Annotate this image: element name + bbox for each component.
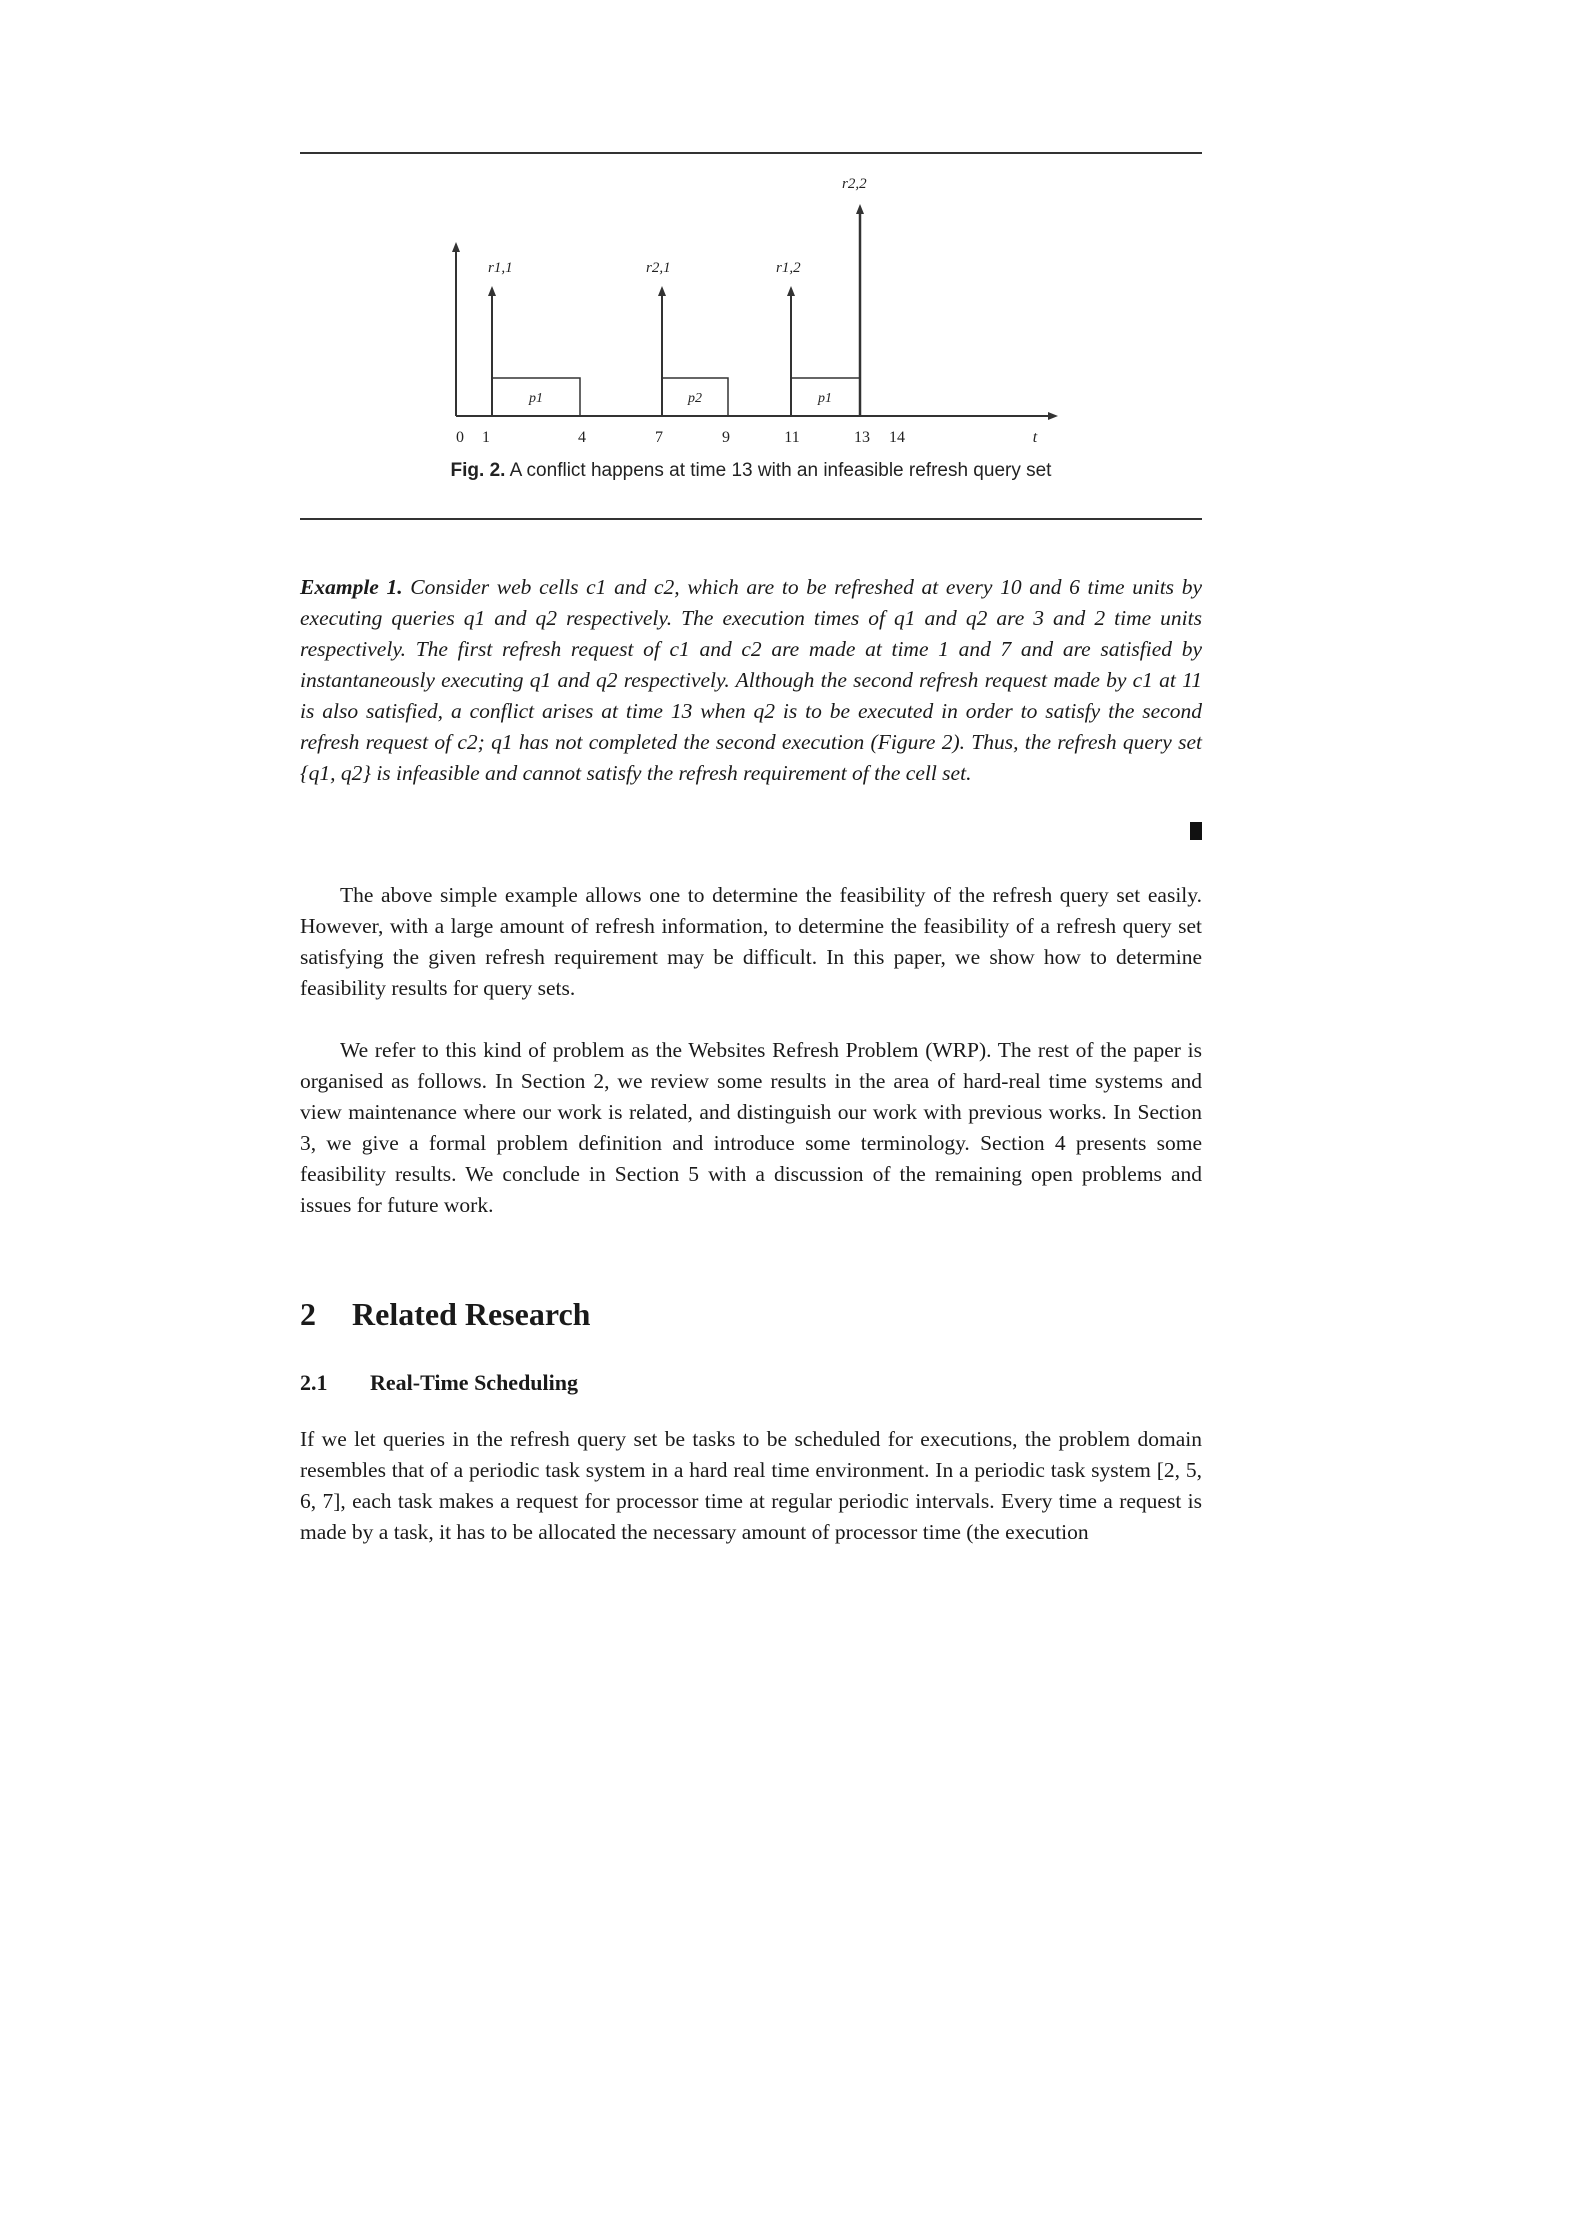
tick-label-9: 9 [722, 429, 730, 446]
tick-label-1: 1 [482, 429, 490, 446]
subsection-title: Real-Time Scheduling [370, 1370, 579, 1395]
figure-caption-text: A conflict happens at time 13 with an infeasible refresh query set [505, 460, 1052, 481]
tick-label-13: 13 [854, 429, 870, 446]
section-heading [300, 1296, 590, 1333]
section-title: Related Research [352, 1296, 591, 1332]
example-lead: Example 1. [300, 575, 403, 599]
request-arrowhead-r21 [658, 286, 666, 296]
tick-label-4: 4 [578, 429, 586, 446]
paragraph-2: We refer to this kind of problem as the Websites Refresh Problem (WRP). The rest of the paper is organised as follows. In Section 2, we review some results in the area of hard-real time systems and view maintenance where our work is related, and distinguish our work with previous works. In Section 3, we give a formal problem definition and introduce some terminology. Section 4 presents some feasibility results. We conclude in Section 5 with a discussion of the remaining open problems and issues for future work. [300, 1038, 1202, 1217]
marker-label-r11: r1,1 [488, 260, 513, 276]
marker-label-r22: r2,2 [842, 176, 867, 192]
top-rule [300, 152, 1202, 154]
vertical-axis-arrow [452, 242, 460, 252]
figure-caption [300, 460, 1202, 482]
box-label-p2: p2 [688, 391, 702, 406]
request-arrowhead-r11 [488, 286, 496, 296]
tick-label-7: 7 [655, 429, 663, 446]
tick-label-t: t [1032, 429, 1038, 446]
box-label-p1-first: p1 [529, 391, 543, 406]
example-text: Consider web cells c1 and c2, which are to be refreshed at every 10 and 6 time units by executing queries q1 and q2 respectively. The execution times of q1 and q2 are 3 and 2 time units respectively. The first refresh request of c1 and c2 are made at time 1 and 7 and are satisfied by instantaneously executing q1 and q2 respectively. Although the second refresh request made by c1 at 11 is also satisfied, a conflict arises at time 13 when q2 is to be executed in order to satisfy the second refresh request of c2; q1 has not completed the second execution (Figure 2). Thus, the refresh query set {q1, q2} is infeasible and cannot satisfy the refresh requirement of the cell set. [300, 575, 1202, 785]
subsection-heading [300, 1370, 578, 1396]
tick-label-0: 0 [456, 429, 464, 446]
tick-label-14: 14 [889, 429, 905, 446]
bottom-rule [300, 518, 1202, 520]
subsection-number: 2.1 [300, 1370, 328, 1395]
request-arrowhead-r12 [787, 286, 795, 296]
box-label-p1-second: p1 [818, 391, 832, 406]
marker-label-r12: r1,2 [776, 260, 801, 276]
marker-label-r21: r2,1 [646, 260, 671, 276]
request-arrowhead-r22 [856, 204, 864, 214]
figure-caption-prefix: Fig. 2. [450, 460, 506, 481]
qed-mark [1190, 822, 1202, 840]
subsection-paragraph: If we let queries in the refresh query set be tasks to be scheduled for executions, the problem domain resembles that of a periodic task system in a hard real time environment. In a periodic task system [2, 5, 6, 7], each task makes a request for processor time at regular periodic intervals. Every time a request is made by a task, it has to be allocated the necessary amount of processor time (the execution [300, 1427, 1202, 1544]
tick-label-11: 11 [784, 429, 800, 446]
time-axis-arrow [1048, 412, 1058, 420]
example-1 [300, 572, 1202, 789]
paragraph-1: The above simple example allows one to determine the feasibility of the refresh query set easily. However, with a large amount of refresh information, to determine the feasibility of a refresh query set satisfying the given refresh requirement may be difficult. In this paper, we show how to determine feasibility results for query sets. [300, 883, 1202, 1000]
section-number: 2 [300, 1296, 316, 1332]
